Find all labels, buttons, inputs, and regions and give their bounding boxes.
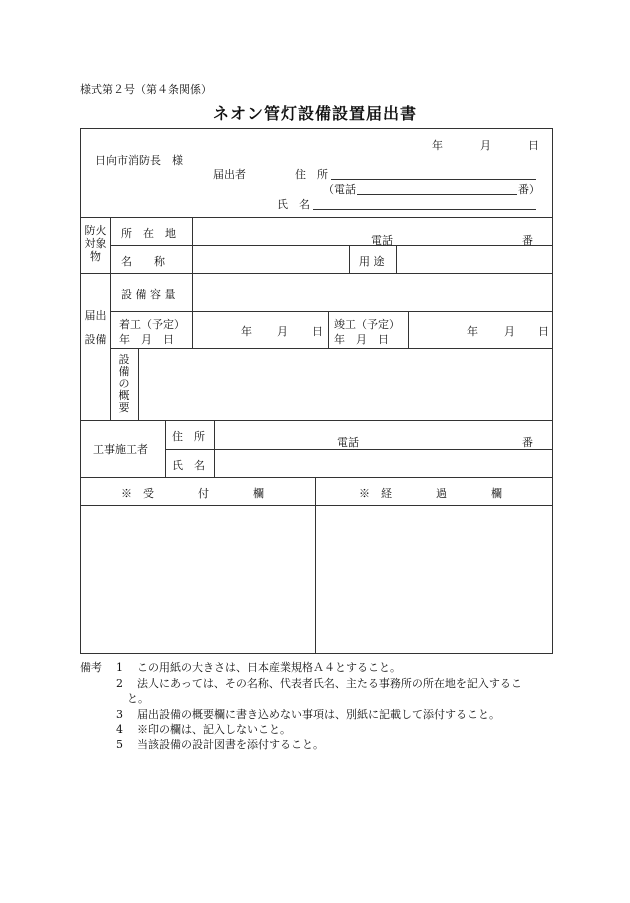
rule-overview-col xyxy=(138,348,139,420)
contractor-address-label: 住 所 xyxy=(172,430,205,443)
target-name-label: 名 称 xyxy=(121,255,165,268)
capacity-label: 設 備 容 量 xyxy=(121,288,176,301)
finish-day: 日 xyxy=(538,325,549,338)
date-month-label: 月 xyxy=(480,139,491,152)
equipment-group-label: 届出設備 xyxy=(84,309,107,346)
rule-header-bottom xyxy=(81,217,552,218)
applicant-label: 届出者 xyxy=(213,168,246,181)
reception-label: ※ 受 付 欄 xyxy=(121,487,264,500)
overview-label: 設備の概要 xyxy=(118,353,130,414)
finish-month: 月 xyxy=(504,325,515,338)
note-5-text: 当該設備の設計図書を添付すること。 xyxy=(137,738,324,751)
rule-capacity-bottom xyxy=(110,311,552,312)
rule-target-mid xyxy=(110,245,552,246)
form-number: 様式第２号（第４条関係） xyxy=(80,83,212,96)
applicant-name-line[interactable] xyxy=(313,209,536,210)
applicant-address-line[interactable] xyxy=(331,179,536,180)
note-1-text: この用紙の大きさは、日本産業規格Ａ４とすること。 xyxy=(137,661,401,674)
finish-label-line2: 年 月 日 xyxy=(334,333,389,346)
form-frame xyxy=(80,128,553,654)
rule-finish-left xyxy=(328,311,329,348)
start-day: 日 xyxy=(312,325,323,338)
rule-use-left xyxy=(349,245,350,273)
contractor-phone-label: 電話 xyxy=(337,436,359,449)
contractor-name-label: 氏 名 xyxy=(172,459,205,472)
note-4-number: 4 xyxy=(116,723,123,736)
target-phone-label: 電話 xyxy=(371,234,393,247)
rule-reception-header-bottom xyxy=(81,505,552,506)
note-3-number: 3 xyxy=(116,708,123,721)
applicant-phone-line[interactable] xyxy=(357,194,517,195)
note-2-number: 2 xyxy=(116,677,123,690)
note-4-text: ※印の欄は、記入しないこと。 xyxy=(137,723,291,736)
rule-target-bottom xyxy=(81,273,552,274)
addressee: 日向市消防長 様 xyxy=(95,154,183,167)
target-phone-ban: 番 xyxy=(522,234,533,247)
rule-reception-divider xyxy=(315,477,316,653)
start-label-line2: 年 月 日 xyxy=(119,333,174,346)
date-year-label: 年 xyxy=(432,139,443,152)
page-title: ネオン管灯設備設置届出書 xyxy=(212,104,417,123)
rule-dates-bottom xyxy=(110,348,552,349)
target-use-label: 用 途 xyxy=(359,255,385,268)
note-3-text: 届出設備の概要欄に書き込めない事項は、別紙に記載して添付すること。 xyxy=(137,708,500,721)
rule-equipment-bottom xyxy=(81,420,552,421)
applicant-phone-open: （電話 xyxy=(323,183,356,196)
rule-contractor-bottom xyxy=(81,477,552,478)
note-2-continuation: と。 xyxy=(127,692,149,705)
start-year: 年 xyxy=(241,325,252,338)
applicant-phone-close: 番） xyxy=(518,183,540,196)
finish-label-line1: 竣工（予定） xyxy=(334,318,400,331)
contractor-phone-ban: 番 xyxy=(522,436,533,449)
rule-group-col xyxy=(110,217,111,420)
note-1-number: 1 xyxy=(116,661,123,674)
applicant-name-label: 氏 名 xyxy=(277,198,310,211)
rule-contractor-value-col xyxy=(214,420,215,477)
rule-label-col xyxy=(192,217,193,348)
start-month: 月 xyxy=(277,325,288,338)
contractor-label: 工事施工者 xyxy=(93,443,148,456)
progress-label: ※ 経 過 欄 xyxy=(359,487,502,500)
finish-year: 年 xyxy=(467,325,478,338)
rule-use-right xyxy=(396,245,397,273)
target-location-label: 所 在 地 xyxy=(121,227,176,240)
note-2-text: 法人にあっては、その名称、代表者氏名、主たる事務所の所在地を記入するこ xyxy=(137,677,522,690)
date-day-label: 日 xyxy=(528,139,539,152)
note-5-number: 5 xyxy=(116,738,123,751)
target-group-label: 防火対象物 xyxy=(84,224,107,263)
notes-heading: 備考 xyxy=(80,661,102,674)
rule-finish-right xyxy=(408,311,409,348)
rule-contractor-col xyxy=(165,420,166,477)
applicant-address-label: 住 所 xyxy=(295,168,328,181)
start-label-line1: 着工（予定） xyxy=(119,318,185,331)
